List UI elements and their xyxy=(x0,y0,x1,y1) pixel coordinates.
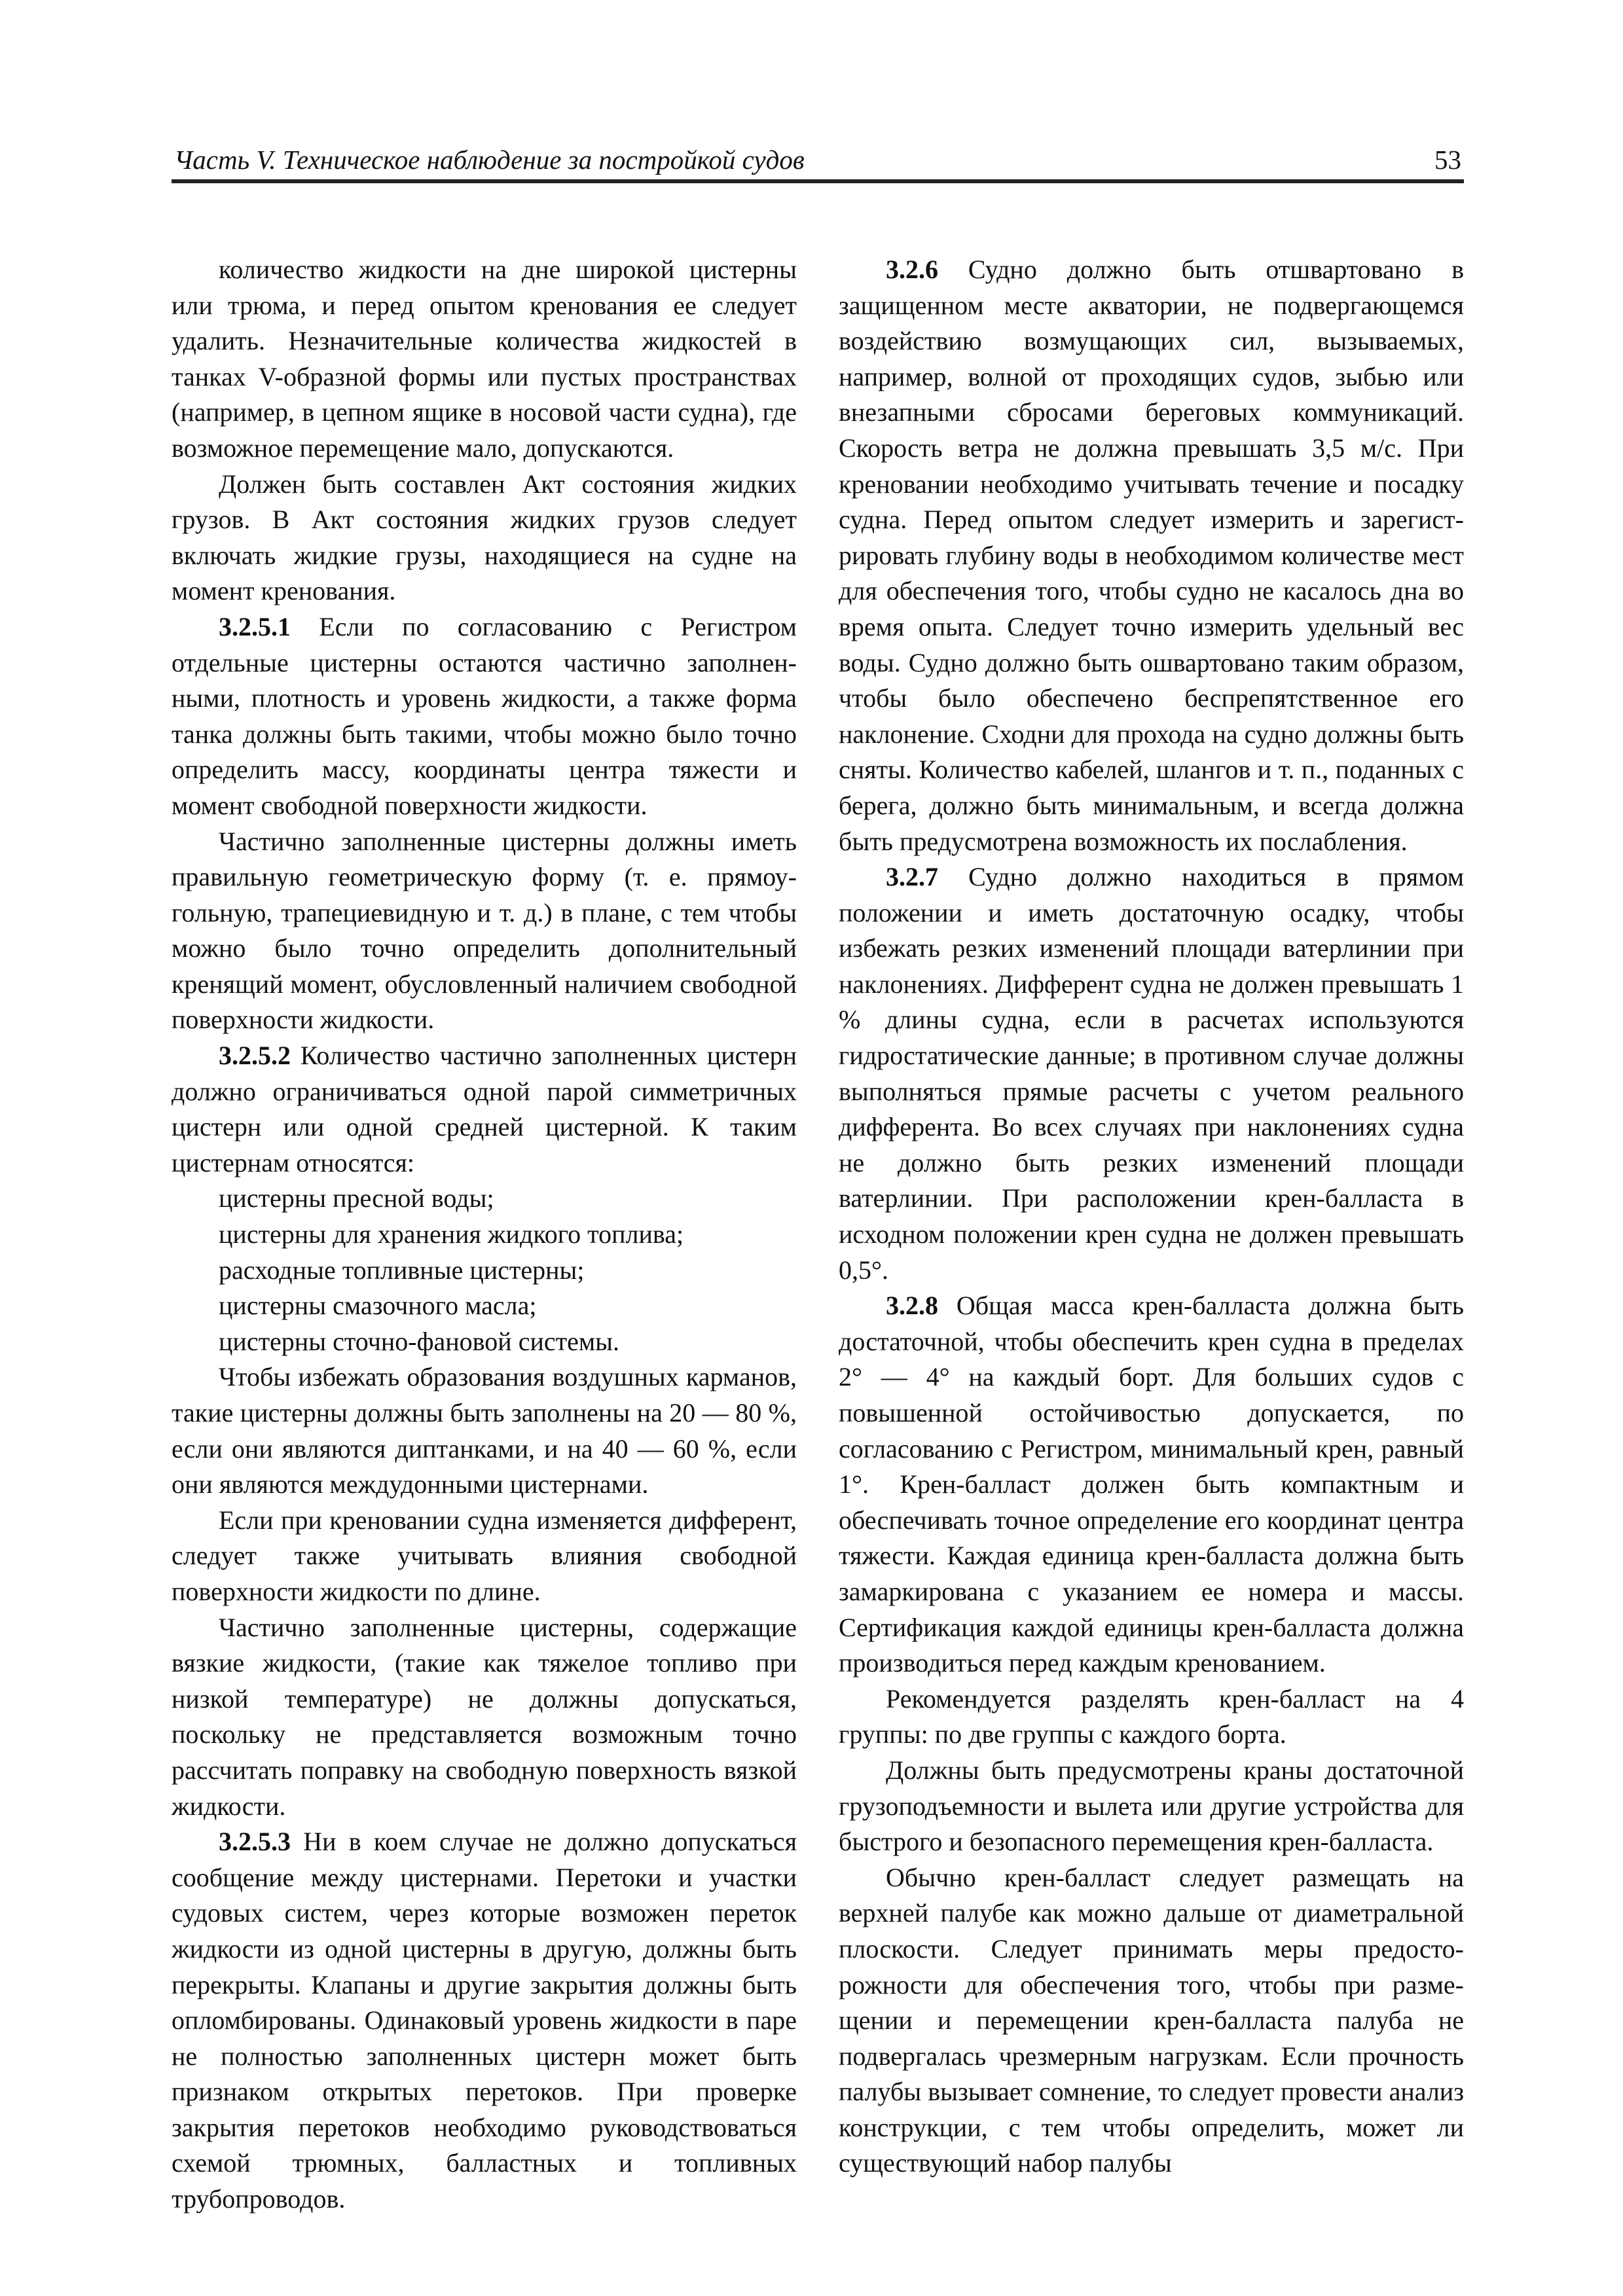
section-number: 3.2.7 xyxy=(886,862,938,892)
section-text: Судно должно находиться в прямом положении и иметь достаточную осадку, чтобы избежать резких изменений площади ватерлинии при наклонениях. Дифферент судна не должен превышать 1 % длины судна, если в расчетах используются гидростатические данные; в противном случае должны выполняться прямые расчеты с учетом реального дифферента. Во всех случаях при наклонениях судна не должно быть резких изменений площади ватерлинии. При расположении крен-балласта в исходном положении крен судна не должен превышать 0,5°. xyxy=(839,862,1464,1285)
section-number: 3.2.8 xyxy=(886,1291,938,1321)
paragraph: Должен быть составлен Акт состояния жидких грузов. В Акт состояния жидких грузов следует включать жидкие грузы, находящиеся на судне на момент кренования. xyxy=(172,469,797,606)
paragraph: Частично заполненные цистерны, содержащие вязкие жидкости, (такие как тяжелое топливо при низкой температуре) не должны допускаться, поскольку не представляется возможным точно рассчитать поправку на свободную поверхность вязкой жидкости. xyxy=(172,1612,797,1821)
section-number: 3.2.5.3 xyxy=(219,1827,291,1857)
header-title: Часть V. Техническое наблюдение за постройкой судов xyxy=(174,145,805,175)
list-item: цистерны пресной воды; xyxy=(219,1183,494,1213)
page-header xyxy=(172,143,1464,183)
list-item: цистерны смазочного масла; xyxy=(219,1291,537,1321)
section-number: 3.2.5.1 xyxy=(219,611,291,641)
paragraph: Если при креновании судна изменяется дифферент, следует также учитывать влияния свободной поверхности жидкости по длине. xyxy=(172,1505,797,1606)
section-3-2-5-2 xyxy=(172,1038,797,1181)
section-3-2-8 xyxy=(839,1288,1464,1681)
list-item: цистерны для хранения жидкого топлива; xyxy=(219,1219,684,1249)
paragraph: Обычно крен-балласт следует размещать на верхней палубе как можно дальше от диаметральной плоскости. Следует принимать меры предосторожности для обеспечения того, чтобы при размещении и перемещении крен-балласта палуба не подвергалась чрезмерным нагрузкам. Если прочность палубы вызывает сомнение, то следует провести анализ конструкции, с тем чтобы определить, может ли существующий набор палубы xyxy=(839,1862,1464,2178)
page-number: 53 xyxy=(1434,145,1461,175)
paragraph: Должны быть предусмотрены краны достаточной грузоподъемности и вылета или другие устройства для быстрого и безопасного перемещения крен-балласта. xyxy=(839,1755,1464,1857)
section-text: Ни в коем случае не должно допускаться сообщение между цистернами. Перетоки и участки судовых систем, через которые возможен переток жидкости из одной цистерны в другую, должны быть перекрыты. Клапаны и другие закрытия должны быть опломбированы. Одинаковый уровень жидкости в паре не полностью заполненных цистерн может быть признаком открытых перетоков. При проверке закрытия перетоков необходимо руководствоваться схемой трюмных, балластных и топливных трубопроводов. xyxy=(172,1827,797,2214)
section-3-2-5-1 xyxy=(172,609,797,824)
list-item: цистерны сточно-фановой системы. xyxy=(219,1326,620,1356)
paragraph: Чтобы избежать образования воздушных карманов, такие цистерны должны быть заполнены на 20 — 80 %, если они являются диптанками, и на 40 — 60 %, если они являются междудонными цистернами. xyxy=(172,1362,797,1499)
section-text: Судно должно быть отшвартовано в защищенном месте акватории, не подвергающемся воздействию возмущающих сил, вызываемых, например, волной от проходящих судов, зыбью или внезапными сбросами береговых коммуникаций. Скорость ветра не должна превышать 3,5 м/с. При креновании необходимо учитывать течение и посадку судна. Перед опытом следует измерить и зарегистрировать глубину воды в необходимом количестве мест для обеспечения того, чтобы судно не касалось дна во время опыта. Следует точно измерить удельный вес воды. Судно должно быть ошвартовано таким образом, чтобы было обеспечено беспрепятственное его наклонение. Сходни для прохода на судно должны быть сняты. Количество кабелей, шлангов и т. п., поданных с берега, должно быть минимальным, и всегда должна быть предусмотрена возможность их послабления. xyxy=(839,255,1464,856)
section-text: Количество частично заполненных цистерн должно ограничиваться одной парой симметричных цистерн или одной средней цистерной. К таким цистернам относятся: xyxy=(172,1041,797,1177)
section-text: Если по согласованию с Регистром отдельные цистерны остаются частично заполненными, плотность и уровень жидкости, а также форма танка должны быть такими, чтобы можно было точно определить массу, координаты центра тяжести и момент свободной поверхности жидкости. xyxy=(172,611,797,820)
paragraph: Рекомендуется разделять крен-балласт на 4 группы: по две группы с каждого борта. xyxy=(839,1683,1464,1749)
section-number: 3.2.5.2 xyxy=(219,1041,291,1071)
paragraph: Частично заполненные цистерны должны иметь правильную геометрическую форму (т. е. прямоугольную, трапециевидную и т. д.) в плане, с тем чтобы можно было точно определить дополнительный кренящий момент, обусловленный наличием свободной поверхности жидкости. xyxy=(172,826,797,1035)
section-text: Общая масса крен-балласта должна быть достаточной, чтобы обеспечить крен судна в пределах 2° — 4° на каждый борт. Для больших судов с повышенной остойчивостью допускается, по согласованию с Регистром, минимальный крен, равный 1°. Крен-балласт должен быть компактным и обеспечивать точное определение его координат центра тяжести. Каждая единица крен-балласта должна быть замаркирована с указанием ее номера и массы. Сертификация каждой единицы крен-балласта должна производиться перед каждым кренованием. xyxy=(839,1291,1464,1678)
section-3-2-6 xyxy=(839,252,1464,859)
left-column xyxy=(172,252,797,2217)
section-3-2-7 xyxy=(839,859,1464,1288)
section-3-2-5-3 xyxy=(172,1824,797,2217)
section-number: 3.2.6 xyxy=(886,255,938,284)
list-item: расходные топливные цистерны; xyxy=(219,1255,585,1285)
paragraph: количество жидкости на дне широкой цистерны или трюма, и перед опытом кренования ее следует удалить. Незначительные количества жидкостей в танках V-образной формы или пустых пространствах (например, в цепном ящике в носовой части судна), где возможное перемещение мало, допускаются. xyxy=(172,255,797,463)
right-column xyxy=(839,252,1464,2181)
